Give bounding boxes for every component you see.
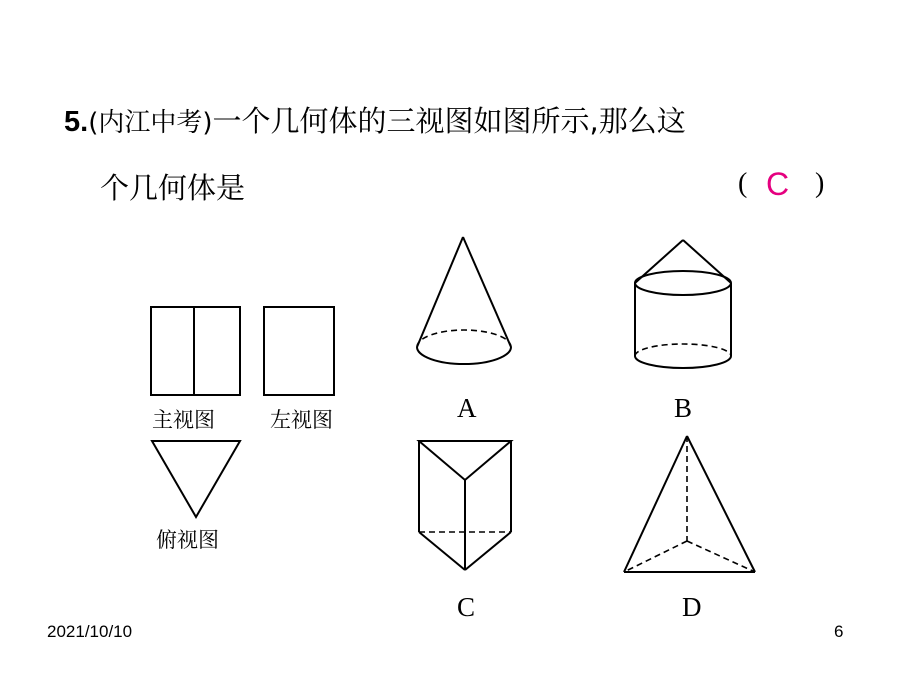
option-d-label: D [682, 592, 702, 622]
option-d-triangular-pyramid [624, 436, 755, 572]
question-number: 5. [64, 106, 89, 138]
left-view-label: 左视图 [270, 408, 333, 432]
question-text-1: 一个几何体的三视图如图所示,那么这 [212, 104, 686, 138]
option-c-triangular-prism [419, 441, 511, 570]
option-b-label: B [674, 393, 693, 423]
answer-letter: C [766, 166, 790, 202]
question-source: (内江中考) [88, 108, 213, 138]
front-view-label: 主视图 [152, 408, 215, 432]
front-view-figure [151, 307, 240, 395]
top-view-label: 俯视图 [156, 528, 219, 552]
question-text-2: 个几何体是 [100, 171, 246, 205]
option-b-cylinder-cone [635, 240, 731, 368]
option-a-cone [417, 237, 511, 364]
answer-paren-open: ( [738, 168, 748, 199]
option-a-label: A [457, 393, 477, 423]
page-number: 6 [834, 622, 844, 641]
left-view-figure [264, 307, 334, 395]
answer-paren-close: ) [815, 168, 825, 199]
footer-date: 2021/10/10 [47, 622, 133, 641]
option-c-label: C [457, 592, 476, 622]
top-view-figure [152, 441, 240, 517]
